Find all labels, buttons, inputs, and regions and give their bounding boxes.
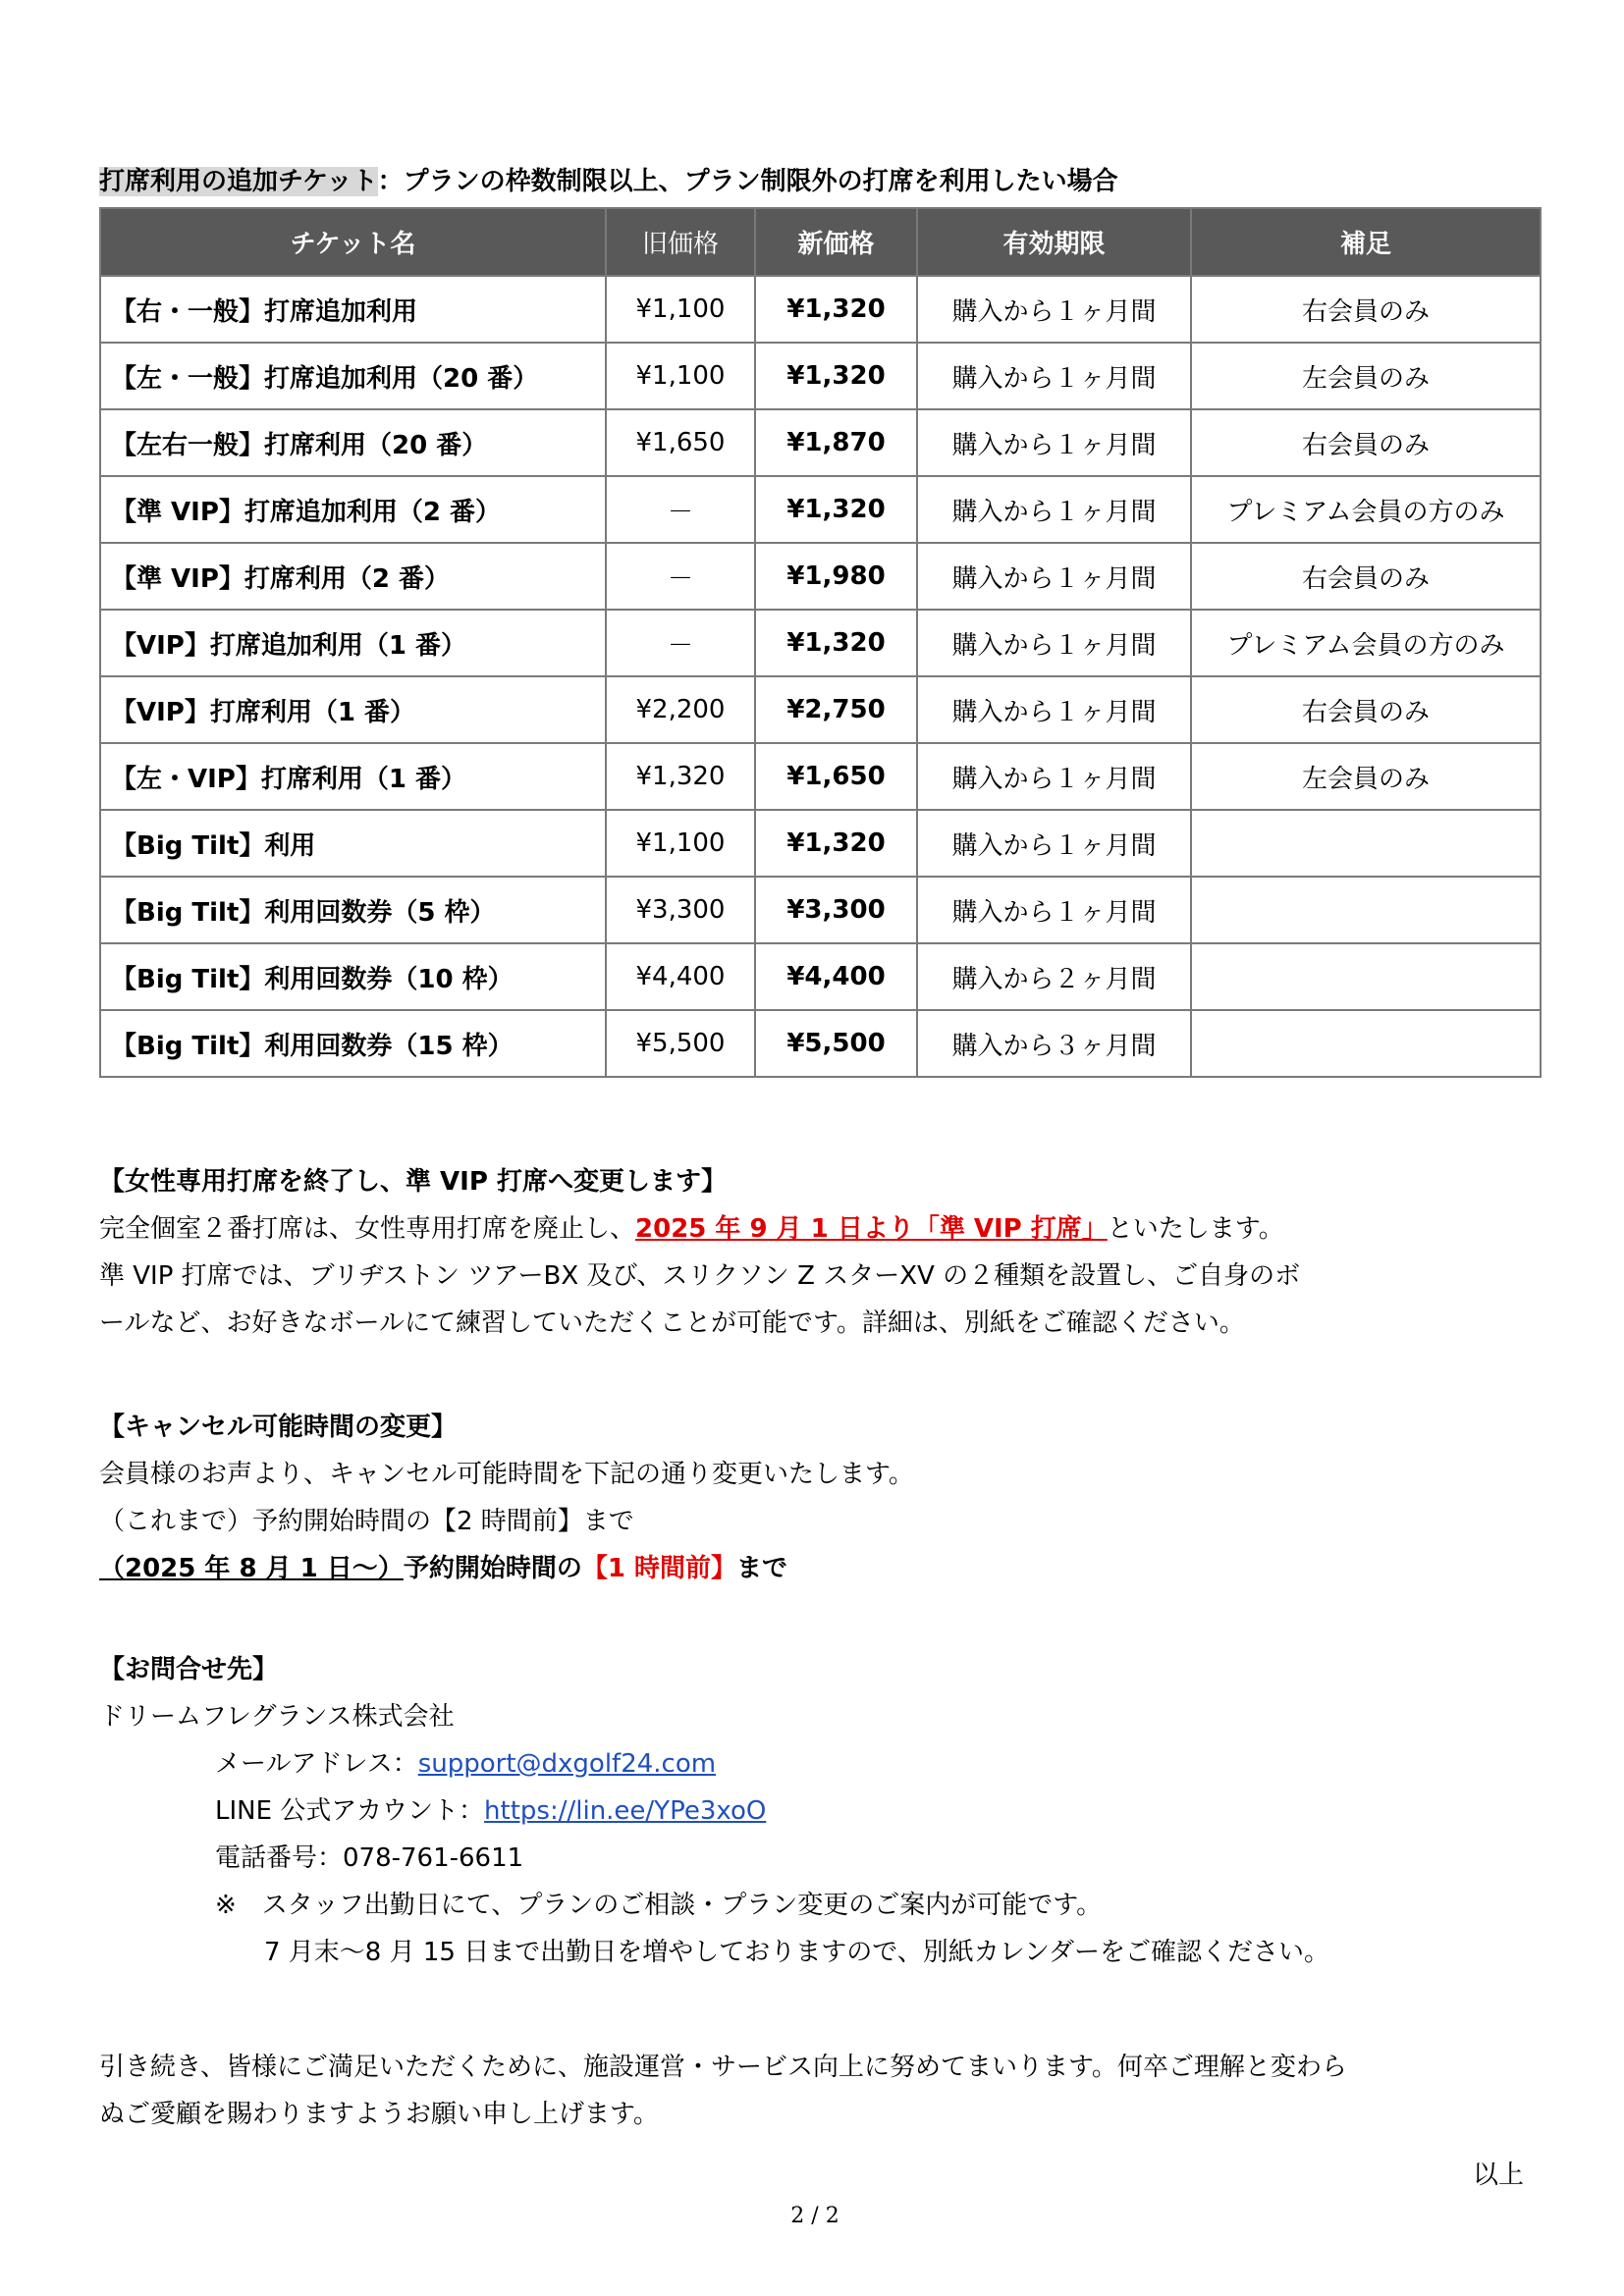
new-price: ¥1,320 — [755, 276, 917, 343]
old-price: ¥2,200 — [606, 676, 755, 743]
cancel-section-line1: 会員様のお声より、キャンセル可能時間を下記の通り変更いたします。 — [99, 1460, 914, 1489]
contact-section-title: 【お問合せ先】 — [99, 1655, 279, 1684]
new-price: ¥1,320 — [755, 810, 917, 877]
table-row — [100, 543, 1541, 610]
new-price: ¥1,870 — [755, 409, 917, 476]
ticket-name: 【左・VIP】打席利用（1 番） — [100, 743, 606, 810]
ticket-name: 【左・一般】打席追加利用（20 番） — [100, 343, 606, 409]
note: 左会員のみ — [1191, 743, 1541, 810]
cancel-section-title: 【キャンセル可能時間の変更】 — [99, 1413, 458, 1442]
note: 右会員のみ — [1191, 409, 1541, 476]
note: プレミアム会員の方のみ — [1191, 476, 1541, 543]
table-row — [100, 276, 1541, 343]
women-line1-text: 完全個室２番打席は、女性専用打席を廃止し、 — [99, 1214, 636, 1244]
cancel-section-line2: （これまで）予約開始時間の【2 時間前】まで — [99, 1507, 634, 1536]
old-price: ¥1,100 — [606, 343, 755, 409]
new-price: ¥2,750 — [755, 676, 917, 743]
note: 右会員のみ — [1191, 676, 1541, 743]
note — [1191, 877, 1541, 943]
note: プレミアム会員の方のみ — [1191, 610, 1541, 676]
ticket-table — [99, 207, 1542, 1078]
note — [1191, 810, 1541, 877]
women-line1-end: といたします。 — [1107, 1214, 1284, 1244]
old-price: ¥1,100 — [606, 276, 755, 343]
new-price: ¥1,320 — [755, 343, 917, 409]
old-price: － — [606, 543, 755, 610]
validity: 購入から１ヶ月間 — [917, 676, 1191, 743]
note — [1191, 943, 1541, 1010]
column-header-note: 補足 — [1191, 208, 1541, 276]
table-row — [100, 343, 1541, 409]
ticket-name: 【Big Tilt】利用回数券（10 枠） — [100, 943, 606, 1010]
table-row — [100, 676, 1541, 743]
cancel-line3-end: まで — [735, 1554, 787, 1583]
old-price: ¥5,500 — [606, 1010, 755, 1077]
table-row — [100, 409, 1541, 476]
validity: 購入から１ヶ月間 — [917, 543, 1191, 610]
column-header-validity: 有効期限 — [917, 208, 1191, 276]
new-price: ¥1,320 — [755, 476, 917, 543]
cancel-line3-date: （2025 年 8 月 1 日～） — [99, 1554, 404, 1583]
old-price: － — [606, 476, 755, 543]
ticket-name: 【左右一般】打席利用（20 番） — [100, 409, 606, 476]
ticket-name: 【Big Tilt】利用回数券（5 枠） — [100, 877, 606, 943]
table-row — [100, 810, 1541, 877]
contact-note2: 7 月末～8 月 15 日まで出勤日を増やしておりますので、別紙カレンダーをご確認ください。 — [264, 1938, 1330, 1967]
contact-email-link[interactable]: support@dxgolf24.com — [417, 1749, 717, 1779]
contact-email-line — [99, 1740, 1552, 1788]
ticket-heading-highlight: 打席利用の追加チケット — [99, 167, 378, 196]
validity: 購入から１ヶ月間 — [917, 810, 1191, 877]
ticket-name: 【VIP】打席利用（1 番） — [100, 676, 606, 743]
old-price: ¥4,400 — [606, 943, 755, 1010]
validity: 購入から１ヶ月間 — [917, 743, 1191, 810]
note: 右会員のみ — [1191, 276, 1541, 343]
new-price: ¥1,320 — [755, 610, 917, 676]
table-row — [100, 610, 1541, 676]
contact-section — [99, 1646, 1552, 1976]
cancel-section-line3 — [99, 1545, 1552, 1592]
old-price: ¥1,650 — [606, 409, 755, 476]
cancel-line3-text: 予約開始時間の — [403, 1554, 582, 1583]
page-number: 2 / 2 — [790, 2204, 839, 2228]
new-price: ¥4,400 — [755, 943, 917, 1010]
contact-company: ドリームフレグランス株式会社 — [99, 1702, 455, 1732]
cancel-section — [99, 1404, 1552, 1592]
ticket-name: 【準 VIP】打席利用（2 番） — [100, 543, 606, 610]
table-row — [100, 476, 1541, 543]
ticket-table-header — [100, 208, 1541, 276]
validity: 購入から１ヶ月間 — [917, 276, 1191, 343]
cancel-line3-red: 【1 時間前】 — [581, 1554, 736, 1583]
contact-email-label: メールアドレス： — [215, 1749, 418, 1779]
closing-line1: 引き続き、皆様にご満足いただくために、施設運営・サービス向上に努めてまいります。何卒ご理解と変わら — [99, 2053, 1347, 2082]
new-price: ¥1,980 — [755, 543, 917, 610]
old-price: ¥1,100 — [606, 810, 755, 877]
ticket-name: 【Big Tilt】利用 — [100, 810, 606, 877]
ticket-heading-rest: ：プランの枠数制限以上、プラン制限外の打席を利用したい場合 — [377, 167, 1118, 196]
closing-end-mark: 以上 — [1473, 2161, 1525, 2190]
validity: 購入から１ヶ月間 — [917, 476, 1191, 543]
old-price: ¥1,320 — [606, 743, 755, 810]
ticket-name: 【Big Tilt】利用回数券（15 枠） — [100, 1010, 606, 1077]
new-price: ¥1,650 — [755, 743, 917, 810]
women-section-title: 【女性専用打席を終了し、準 VIP 打席へ変更します】 — [99, 1167, 727, 1197]
ticket-name: 【VIP】打席追加利用（1 番） — [100, 610, 606, 676]
women-section-line2: 準 VIP 打席では、ブリヂストン ツアーBX 及び、スリクソン Z スターXV の２種類を設置し、ご自身のボ — [99, 1261, 1301, 1291]
women-line1-red: 2025 年 9 月 1 日より「準 VIP 打席」 — [635, 1214, 1108, 1244]
validity: 購入から１ヶ月間 — [917, 877, 1191, 943]
contact-phone: 電話番号：078-761-6611 — [215, 1843, 524, 1873]
contact-line-link[interactable]: https://lin.ee/YPe3xoO — [484, 1796, 767, 1826]
validity: 購入から１ヶ月間 — [917, 343, 1191, 409]
closing-section — [99, 2044, 1552, 2138]
note: 左会員のみ — [1191, 343, 1541, 409]
table-row — [100, 943, 1541, 1010]
validity: 購入から１ヶ月間 — [917, 409, 1191, 476]
contact-line-line — [99, 1788, 1552, 1835]
women-section-line1 — [99, 1205, 1552, 1253]
column-header-new-price: 新価格 — [755, 208, 917, 276]
closing-line2: ぬご愛顧を賜わりますようお願い申し上げます。 — [99, 2100, 659, 2129]
table-row — [100, 743, 1541, 810]
validity: 購入から３ヶ月間 — [917, 1010, 1191, 1077]
validity: 購入から１ヶ月間 — [917, 610, 1191, 676]
column-header-old-price: 旧価格 — [606, 208, 755, 276]
table-row — [100, 877, 1541, 943]
ticket-section-heading — [99, 161, 1552, 202]
note: 右会員のみ — [1191, 543, 1541, 610]
ticket-name: 【右・一般】打席追加利用 — [100, 276, 606, 343]
old-price: － — [606, 610, 755, 676]
column-header-name: チケット名 — [100, 208, 606, 276]
contact-note1: ※ スタッフ出勤日にて、プランのご相談・プラン変更のご案内が可能です。 — [215, 1891, 1103, 1920]
new-price: ¥5,500 — [755, 1010, 917, 1077]
table-row — [100, 1010, 1541, 1077]
old-price: ¥3,300 — [606, 877, 755, 943]
validity: 購入から２ヶ月間 — [917, 943, 1191, 1010]
contact-line-label: LINE 公式アカウント： — [215, 1796, 485, 1826]
new-price: ¥3,300 — [755, 877, 917, 943]
women-section — [99, 1158, 1552, 1347]
note — [1191, 1010, 1541, 1077]
ticket-name: 【準 VIP】打席追加利用（2 番） — [100, 476, 606, 543]
women-section-line3: ールなど、お好きなボールにて練習していただくことが可能です。詳細は、別紙をご確認ください。 — [99, 1308, 1245, 1338]
